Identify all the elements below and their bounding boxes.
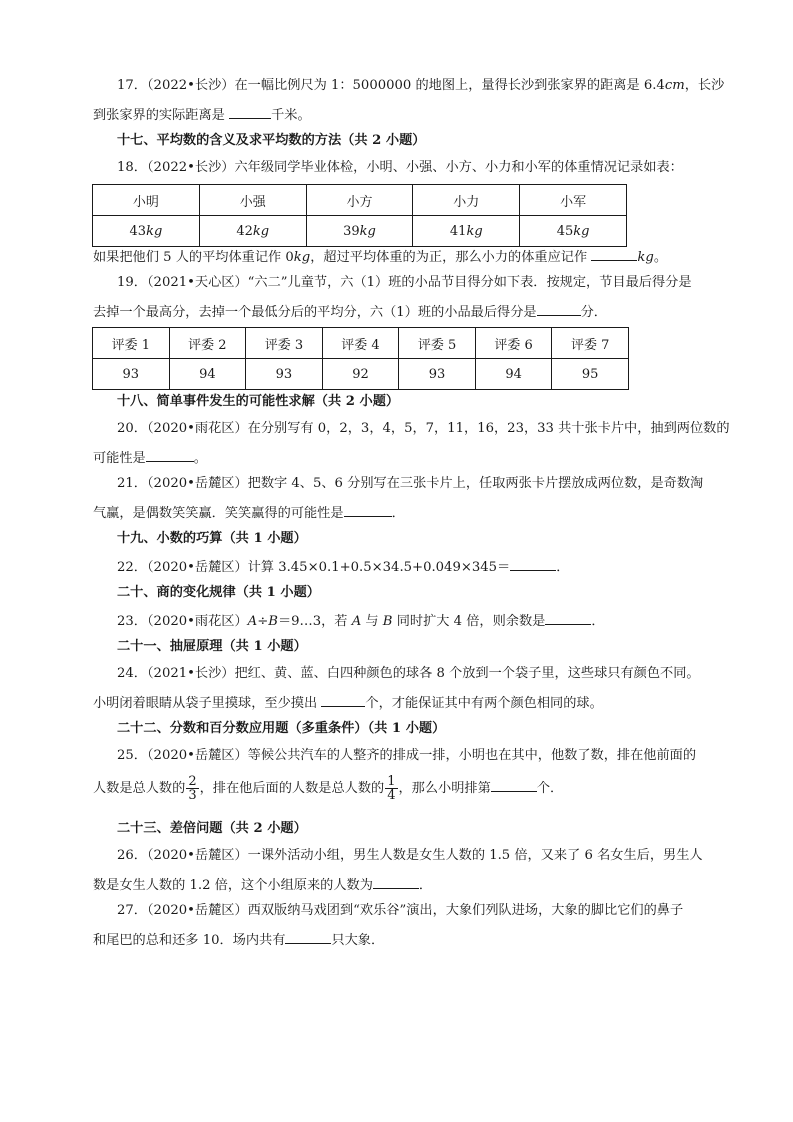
q21-line1: 21．（2020•岳麓区）把数字 4、5、6 分别写在三张卡片上，任取两张卡片摆放成两位数，是奇数淘 [117, 476, 704, 491]
table-header-cell: 小明 [93, 185, 200, 216]
q25-line1: 25．（2020•岳麓区）等候公共汽车的人整齐的排成一排，小明也在其中，他数了数，排在他前面的 [117, 748, 697, 763]
answer-blank[interactable] [146, 447, 194, 462]
table-cell: 93 [399, 359, 476, 390]
answer-blank[interactable] [344, 502, 392, 517]
table-cell: 93 [93, 359, 170, 390]
table-header-cell: 评委 3 [246, 328, 323, 359]
table-header-cell: 小军 [520, 185, 627, 216]
table-cell: 94 [475, 359, 552, 390]
table-row [93, 216, 627, 247]
fraction-one-quarter: $\frac{1}{4}$ [387, 774, 396, 803]
table-header-cell: 小强 [199, 185, 306, 216]
table-row [93, 359, 629, 390]
q20-line1: 20．（2020•雨花区）在分别写有 0，2，3，4，5，7，11，16，23，33 共十张卡片中，抽到两位数的 [117, 421, 730, 436]
q24-line2: 小明闭着眼睛从袋子里摸球，至少摸出 个，才能保证其中有两个颜色相同的球。 [93, 692, 603, 714]
section-heading-18: 十八、简单事件发生的可能性求解（共 2 小题） [117, 394, 400, 409]
q18-line2: 如果把他们 5 人的平均体重记作 0kg，超过平均体重的为正，那么小力的体重应记作 kg。 [93, 246, 667, 268]
answer-blank[interactable] [373, 874, 419, 889]
q26-line2: 数是女生人数的 1.2 倍，这个小组原来的人数为 ． [93, 874, 432, 896]
table-cell: 95 [552, 359, 629, 390]
q20-line2: 可能性是 。 [93, 447, 207, 469]
table-cell: 94 [169, 359, 246, 390]
table-header-cell: 评委 7 [552, 328, 629, 359]
table-row [93, 185, 627, 216]
table-header-cell: 评委 4 [322, 328, 399, 359]
table-header-cell: 评委 6 [475, 328, 552, 359]
section-heading-22: 二十二、分数和百分数应用题（多重条件）（共 1 小题） [117, 721, 446, 736]
table-header-cell: 评委 1 [93, 328, 170, 359]
q17-line1: 17．（2022•长沙）在一幅比例尺为 1：5000000 的地图上，量得长沙到张家界的距离是 6.4cm，长沙 [117, 78, 725, 93]
table-row [93, 328, 629, 359]
table-cell: 42kg [199, 216, 306, 247]
section-heading-19: 十九、小数的巧算（共 1 小题） [117, 531, 307, 546]
q22-line1: 22．（2020•岳麓区）计算 3.45×0.1+0.5×34.5+0.049×345＝ ． [117, 556, 569, 578]
table-header-cell: 评委 2 [169, 328, 246, 359]
q27-line1: 27．（2020•岳麓区）西双版纳马戏团到“欢乐谷”演出，大象们列队进场，大象的脚比它们的鼻子 [117, 903, 684, 918]
table-header-cell: 评委 5 [399, 328, 476, 359]
answer-blank[interactable] [510, 556, 556, 571]
fraction-two-thirds: $\frac{2}{3}$ [188, 774, 197, 803]
q19-line2: 去掉一个最高分，去掉一个最低分后的平均分，六（1）班的小品最后得分是 分． [93, 301, 607, 323]
table-cell: 43kg [93, 216, 200, 247]
q26-line1: 26．（2020•岳麓区）一课外活动小组，男生人数是女生人数的 1.5 倍，又来了 6 名女生后，男生人 [117, 848, 703, 863]
answer-blank[interactable] [321, 692, 365, 707]
q17-line2: 到张家界的实际距离是 千米。 [93, 104, 311, 126]
q18-line1: 18．（2022•长沙）六年级同学毕业体检，小明、小强、小方、小力和小军的体重情况记录如表： [117, 160, 683, 175]
q23-line1: 23．（2020•雨花区）A÷B＝9…3，若 A 与 B 同时扩大 4 倍，则余数是 ． [117, 610, 605, 632]
answer-blank[interactable] [591, 246, 637, 261]
q25-line2: 人数是总人数的 $\frac{2}{3}$ ，排在他后面的人数是总人数的 $\frac{1}{4}$ ，那么小明排第 个． [93, 774, 564, 803]
section-heading-17: 十七、平均数的含义及求平均数的方法（共 2 小题） [117, 133, 426, 148]
answer-blank[interactable] [537, 301, 581, 316]
weight-table [92, 184, 627, 247]
q21-line2: 气赢，是偶数笑笑赢．笑笑赢得的可能性是 ． [93, 502, 405, 524]
section-heading-20: 二十、商的变化规律（共 1 小题） [117, 585, 320, 600]
table-header-cell: 小方 [306, 185, 413, 216]
table-cell: 41kg [413, 216, 520, 247]
table-cell: 39kg [306, 216, 413, 247]
section-heading-23: 二十三、差倍问题（共 2 小题） [117, 821, 307, 836]
answer-blank[interactable] [545, 610, 591, 625]
table-header-cell: 小力 [413, 185, 520, 216]
q24-line1: 24．（2021•长沙）把红、黄、蓝、白四种颜色的球各 8 个放到一个袋子里，这些球只有颜色不同。 [117, 666, 700, 681]
score-table [92, 327, 629, 390]
q19-line1: 19．（2021•天心区）“六二”儿童节，六（1）班的小品节目得分如下表．按规定，节目最后得分是 [117, 275, 692, 290]
section-heading-21: 二十一、抽屉原理（共 1 小题） [117, 639, 307, 654]
table-cell: 93 [246, 359, 323, 390]
table-cell: 45kg [520, 216, 627, 247]
answer-blank[interactable] [229, 104, 271, 119]
answer-blank[interactable] [285, 929, 331, 944]
answer-blank[interactable] [491, 777, 537, 792]
table-cell: 92 [322, 359, 399, 390]
q27-line2: 和尾巴的总和还多 10．场内共有 只大象． [93, 929, 384, 951]
